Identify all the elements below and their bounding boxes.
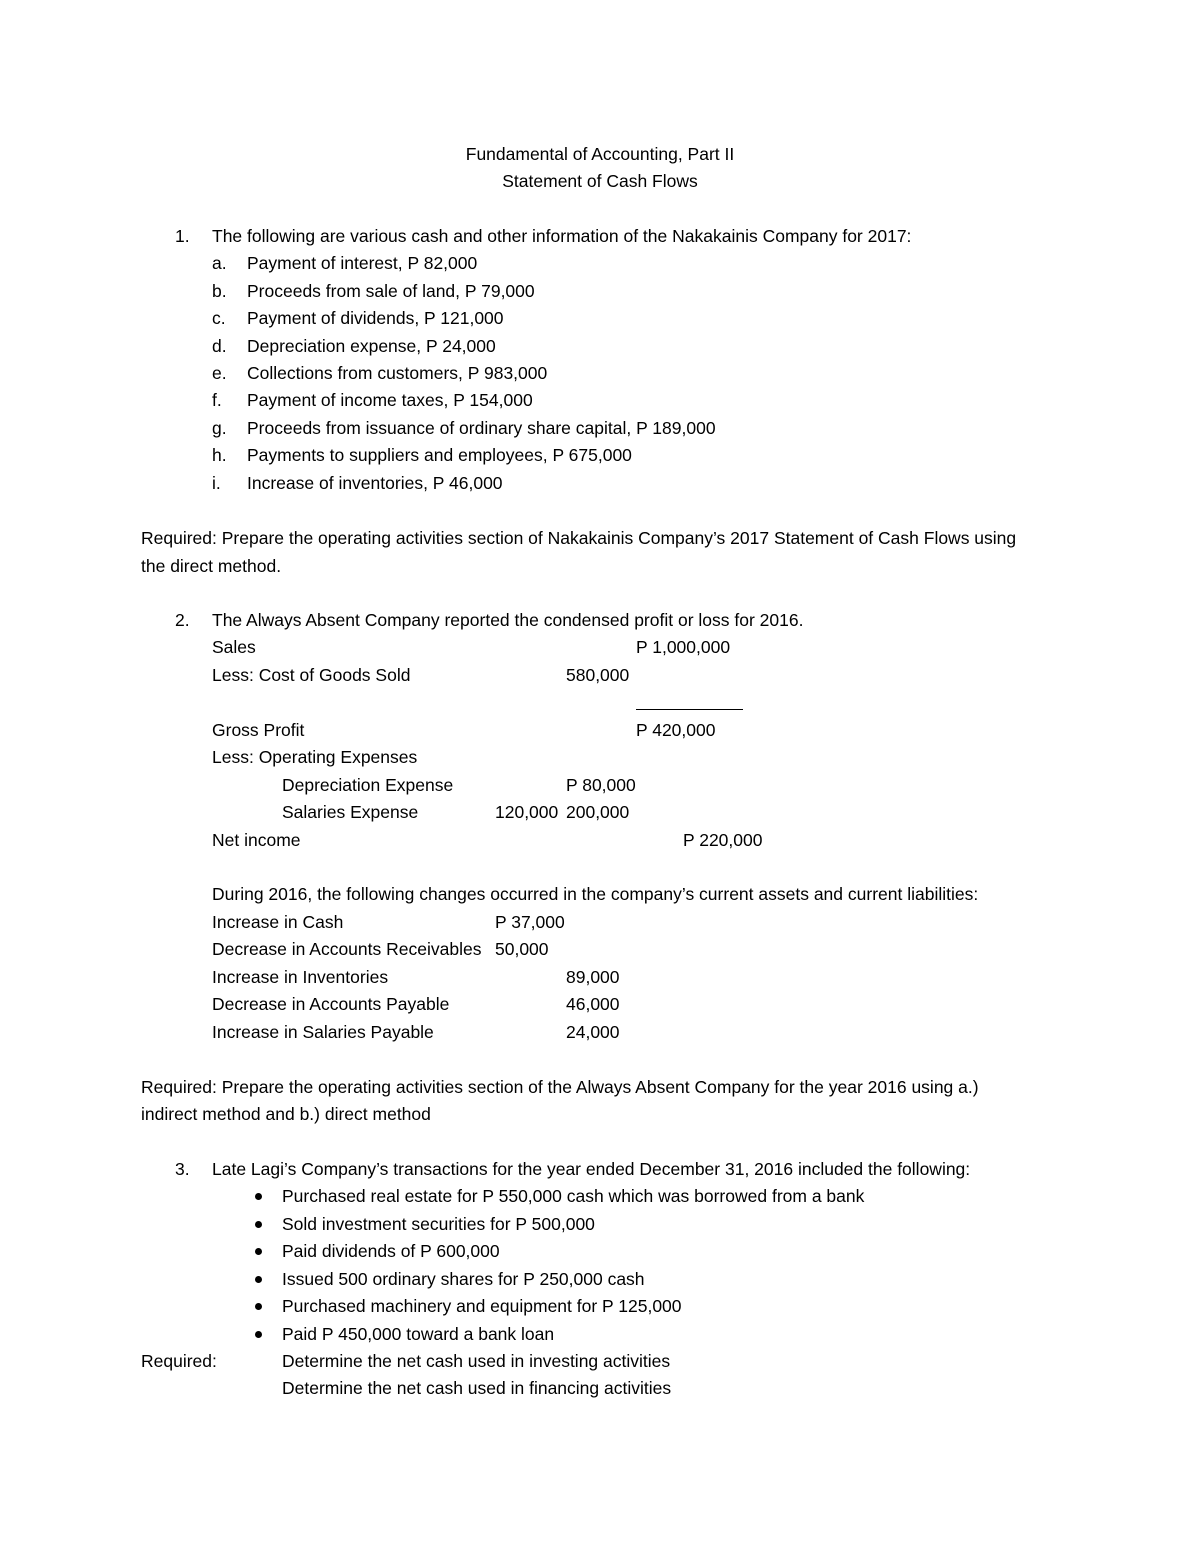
q3-required-item: Determine the net cash used in financing activities [282, 1378, 672, 1398]
q1-required-line1: Required: Prepare the operating activities section of Nakakainis Company’s 2017 Statement of Cash Flows using [141, 528, 1017, 548]
q3-bullet-text: Paid dividends of P 600,000 [282, 1241, 500, 1261]
bullet-icon [255, 1276, 262, 1283]
q1-item-text: Payments to suppliers and employees, P 675,000 [247, 445, 632, 465]
change-value: 89,000 [566, 967, 620, 987]
q1-item-letter: d. [212, 336, 227, 356]
q3-bullet-text: Paid P 450,000 toward a bank loan [282, 1324, 555, 1344]
q3-number: 3. [175, 1159, 190, 1179]
q3-bullet-text: Purchased real estate for P 550,000 cash which was borrowed from a bank [282, 1186, 865, 1206]
change-value: 46,000 [566, 994, 620, 1014]
sales-label: Sales [212, 637, 256, 657]
q1-item-letter: i. [212, 473, 221, 493]
cogs-label: Less: Cost of Goods Sold [212, 665, 411, 685]
net-income-label: Net income [212, 830, 301, 850]
bullet-icon [255, 1303, 262, 1310]
q1-item-text: Payment of dividends, P 121,000 [247, 308, 504, 328]
depreciation-expense-label: Depreciation Expense [282, 775, 454, 795]
q3-bullet-text: Purchased machinery and equipment for P 125,000 [282, 1296, 682, 1316]
change-value: P 37,000 [495, 912, 565, 932]
q1-item-letter: b. [212, 281, 227, 301]
q1-item-letter: a. [212, 253, 227, 273]
q3-required-label: Required: [141, 1351, 217, 1371]
salaries-expense-value: 120,000 [495, 802, 559, 822]
q1-item-text: Proceeds from sale of land, P 79,000 [247, 281, 535, 301]
q2-intro: The Always Absent Company reported the condensed profit or loss for 2016. [212, 610, 804, 630]
q1-item-text: Depreciation expense, P 24,000 [247, 336, 496, 356]
q1-intro: The following are various cash and other information of the Nakakainis Company for 2017: [212, 226, 912, 246]
bullet-icon [255, 1331, 262, 1338]
q1-item-letter: e. [212, 363, 227, 383]
q1-item-text: Payment of income taxes, P 154,000 [247, 390, 533, 410]
q1-item-text: Payment of interest, P 82,000 [247, 253, 478, 273]
q1-item-letter: h. [212, 445, 227, 465]
q2-number: 2. [175, 610, 190, 630]
change-label: Increase in Salaries Payable [212, 1022, 434, 1042]
q1-item-text: Increase of inventories, P 46,000 [247, 473, 503, 493]
change-label: Decrease in Accounts Receivables [212, 939, 482, 959]
depreciation-expense-value: P 80,000 [566, 775, 636, 795]
change-label: Increase in Cash [212, 912, 344, 932]
q1-item-letter: c. [212, 308, 226, 328]
q1-item-text: Proceeds from issuance of ordinary share capital, P 189,000 [247, 418, 716, 438]
salaries-expense-label: Salaries Expense [282, 802, 419, 822]
cogs-value: 580,000 [566, 665, 630, 685]
gross-profit-value: P 420,000 [636, 720, 716, 740]
change-value: 50,000 [495, 939, 549, 959]
operating-expenses-total: 200,000 [566, 802, 630, 822]
q1-item-text: Collections from customers, P 983,000 [247, 363, 548, 383]
total-underline [636, 709, 743, 710]
change-value: 24,000 [566, 1022, 620, 1042]
q3-intro: Late Lagi’s Company’s transactions for the year ended December 31, 2016 included the following: [212, 1159, 971, 1179]
bullet-icon [255, 1193, 262, 1200]
q1-item-letter: g. [212, 418, 227, 438]
document-subtitle: Statement of Cash Flows [502, 171, 698, 191]
q3-required-item: Determine the net cash used in investing activities [282, 1351, 671, 1371]
bullet-icon [255, 1248, 262, 1255]
q3-bullet-text: Issued 500 ordinary shares for P 250,000 cash [282, 1269, 645, 1289]
q2-required-line1: Required: Prepare the operating activities section of the Always Absent Company for the year 2016 using a.) [141, 1077, 979, 1097]
q3-bullet-text: Sold investment securities for P 500,000 [282, 1214, 595, 1234]
net-income-value: P 220,000 [683, 830, 763, 850]
bullet-icon [255, 1221, 262, 1228]
q2-required-line2: indirect method and b.) direct method [141, 1104, 431, 1124]
document-title: Fundamental of Accounting, Part II [465, 144, 735, 164]
change-label: Decrease in Accounts Payable [212, 994, 450, 1014]
operating-expenses-label: Less: Operating Expenses [212, 747, 418, 767]
changes-intro: During 2016, the following changes occurred in the company’s current assets and current liabilities: [212, 884, 979, 904]
q1-item-letter: f. [212, 390, 222, 410]
q1-required-line2: the direct method. [141, 556, 282, 576]
q1-number: 1. [175, 226, 190, 246]
change-label: Increase in Inventories [212, 967, 389, 987]
gross-profit-label: Gross Profit [212, 720, 305, 740]
sales-value: P 1,000,000 [636, 637, 731, 657]
